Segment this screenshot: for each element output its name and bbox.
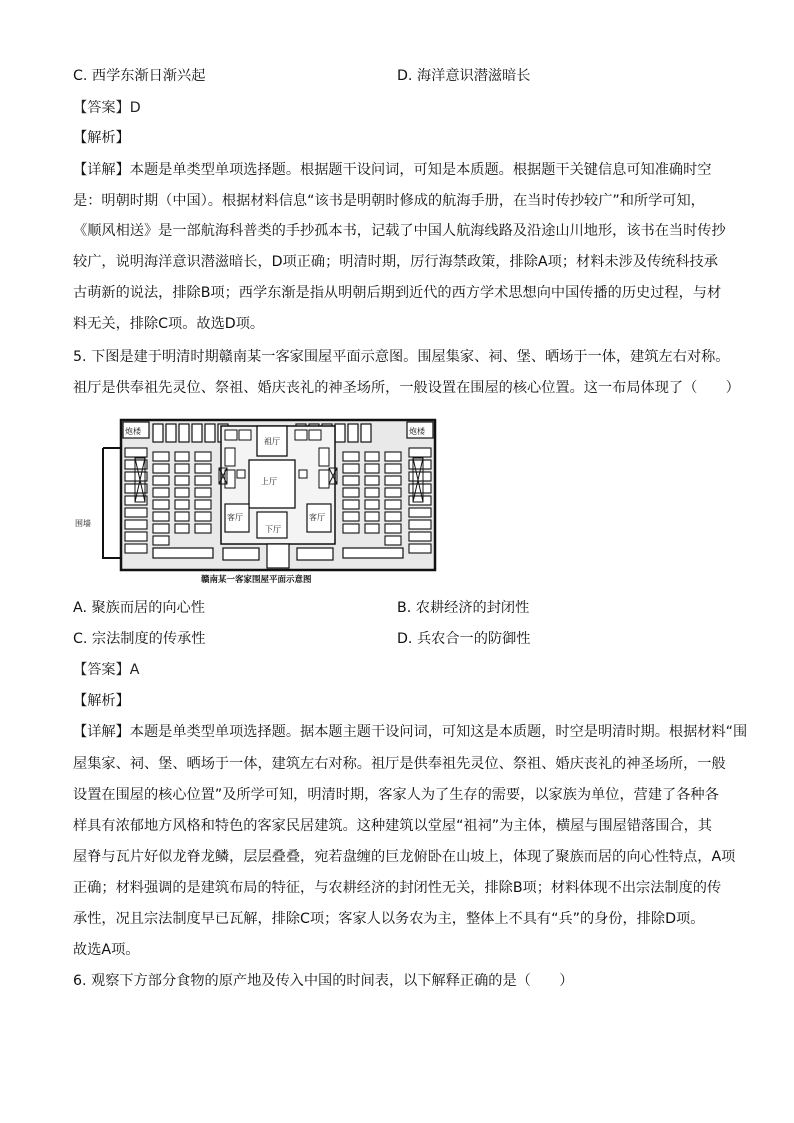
detail-line: 是：明朝时期（中国）。根据材料信息“该书是明朝时修成的航海手册，在当时传抄较广”和所学可知， — [73, 193, 705, 209]
answer-label: 【答案】D — [73, 100, 141, 116]
option-c[interactable]: C. 西学东渐日渐兴起 — [73, 68, 206, 84]
answer-label: 【答案】A — [73, 662, 140, 678]
option-a[interactable]: A. 聚族而居的向心性 — [73, 600, 205, 616]
label-zuting: 祖厅 — [264, 437, 280, 446]
label-xiating: 下厅 — [265, 525, 281, 534]
figure-caption: 赣南某一客家围屋平面示意图 — [201, 575, 312, 585]
detail-line: 【详解】本题是单类型单项选择题。根据题干设问词，可知是本质题。根据题干关键信息可知准确时空 — [73, 162, 712, 178]
detail-line: 【详解】本题是单类型单项选择题。据本题主题干设问词，可知这是本质题，时空是明清时期。根据材料“围 — [73, 724, 748, 740]
label-wall: 围墙 — [75, 519, 91, 528]
label-shangting: 上厅 — [261, 477, 277, 486]
detail-line: 承性，况且宗法制度早已瓦解，排除C项；客家人以务农为主，整体上不具有“兵”的身份，排除D项。 — [73, 911, 705, 927]
label-paolou-left: 炮楼 — [125, 427, 141, 436]
detail-line: 故选A项。 — [73, 942, 140, 958]
question-stem: 5. 下图是建于明清时期赣南某一客家围屋平面示意图。围屋集家、祠、堡、晒场于一体，建筑左右对称。 — [73, 349, 730, 365]
detail-line: 正确；材料强调的是建筑布局的特征，与农耕经济的封闭性无关，排除B项；材料体现不出宗法制度的传 — [73, 880, 722, 896]
analysis-label: 【解析】 — [73, 693, 130, 709]
floor-plan-figure — [73, 408, 453, 588]
question-stem: 6. 观察下方部分食物的原产地及传入中国的时间表，以下解释正确的是（ ） — [73, 973, 574, 989]
detail-line: 屋脊与瓦片好似龙脊龙鳞，层层叠叠，宛若盘缠的巨龙俯卧在山坡上，体现了聚族而居的向心性特点，A项 — [73, 849, 736, 865]
detail-line: 设置在围屋的核心位置”及所学可知，明清时期，客家人为了生存的需要，以家族为单位，营建了各种各 — [73, 787, 719, 803]
option-c[interactable]: C. 宗法制度的传承性 — [73, 631, 206, 647]
detail-line: 料无关，排除C项。故选D项。 — [73, 316, 265, 332]
label-ketang-right: 客厅 — [309, 513, 325, 522]
label-ketang-left: 客厅 — [227, 513, 243, 522]
detail-line: 《顺风相送》是一部航海科普类的手抄孤本书，记载了中国人航海线路及沿途山川地形，该书在当时传抄 — [73, 223, 726, 239]
detail-line: 样具有浓郁地方风格和特色的客家民居建筑。这种建筑以堂屋“祖祠”为主体，横屋与围屋错落围合，其 — [73, 818, 712, 834]
option-d[interactable]: D. 兵农合一的防御性 — [397, 631, 531, 647]
label-paolou-right: 炮楼 — [409, 427, 425, 436]
detail-line: 屋集家、祠、堡、晒场于一体，建筑左右对称。祖厅是供奉祖先灵位、祭祖、婚庆丧礼的神圣场所，一般 — [73, 756, 726, 772]
option-b[interactable]: B. 农耕经济的封闭性 — [397, 600, 530, 616]
detail-line: 较广，说明海洋意识潜滋暗长，D项正确；明清时期，厉行海禁政策，排除A项；材料未涉及传统科技承 — [73, 254, 718, 270]
question-stem: 祖厅是供奉祖先灵位、祭祖、婚庆丧礼的神圣场所，一般设置在围屋的核心位置。这一布局体现了（ ） — [73, 380, 740, 396]
option-d[interactable]: D. 海洋意识潜滋暗长 — [397, 68, 531, 84]
analysis-label: 【解析】 — [73, 130, 130, 146]
detail-line: 古萌新的说法，排除B项；西学东渐是指从明朝后期到近代的西方学术思想向中国传播的历史过程，与材 — [73, 285, 722, 301]
